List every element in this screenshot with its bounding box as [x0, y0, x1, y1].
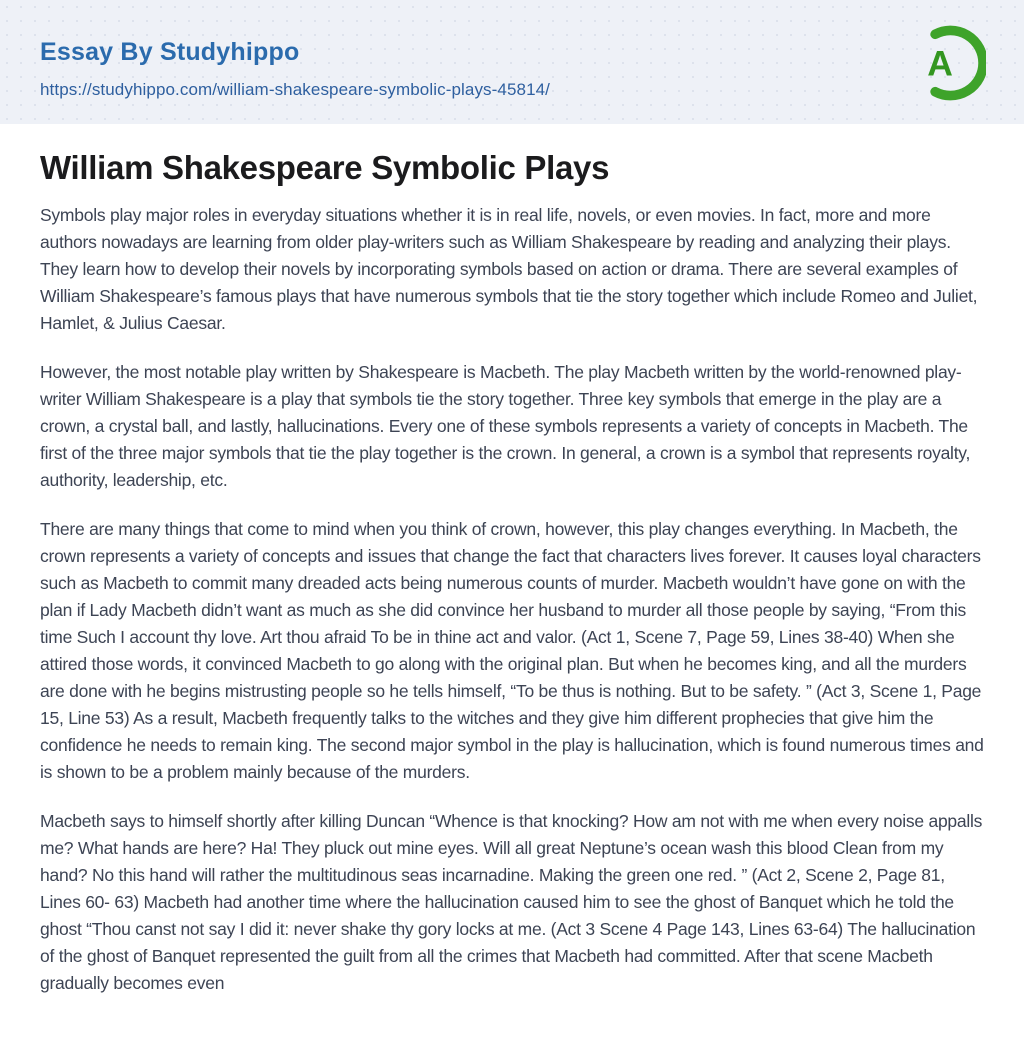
site-title: Essay By Studyhippo: [40, 38, 300, 66]
page-header: [0, 0, 1024, 124]
logo-letter: A: [927, 43, 953, 84]
essay-paragraph-2: However, the most notable play written by Shakespeare is Macbeth. The play Macbeth written by the world-renowned play-writer William Shakespeare is a play that symbols tie the story together. Three key symbols that emerge in the play are a crown, a crystal ball, and lastly, hallucinations. Every one of these symbols represents a variety of concepts in Macbeth. The first of the three major symbols that tie the play together is the crown. In general, a crown is a symbol that represents royalty, authority, leadership, etc.: [40, 361, 971, 490]
source-url-link[interactable]: https://studyhippo.com/william-shakespeare-symbolic-plays-45814/: [40, 79, 551, 99]
essay-content: [0, 124, 1024, 1059]
essay-paragraph-3: There are many things that come to mind when you think of crown, however, this play changes everything. In Macbeth, the crown represents a variety of concepts and issues that change the fact that characters lives forever. It causes loyal characters such as Macbeth to commit many dreaded acts being numerous counts of murder. Macbeth wouldn’t have gone on with the plan if Lady Macbeth didn’t want as much as she did convince her husband to murder all those people by saying, “From this time Such I account thy love. Art thou afraid To be in thine act and valor. (Act 1, Scene 7, Page 59, Lines 38-40) When she attired those words, it convinced Macbeth to go along with the original plan. But when he becomes king, and all the murders are done with he begins mistrusting people so he tells himself, “To be thus is nothing. But to be safety. ” (Act 3, Scene 1, Page 15, Line 53) As a result, Macbeth frequently talks to the witches and they give him different prophecies that give him the confidence he needs to remain king. The second major symbol in the play is hallucination, which is found numerous times and is shown to be a problem mainly because of the murders.: [40, 518, 984, 782]
essay-title: William Shakespeare Symbolic Plays: [40, 149, 610, 186]
essay-paragraph-1: Symbols play major roles in everyday situations whether it is in real life, novels, or even movies. In fact, more and more authors nowadays are learning from older play-writers such as William Shakespeare by reading and analyzing their plays. They learn how to develop their novels by incorporating symbols based on action or drama. There are several examples of William Shakespeare’s famous plays that have numerous symbols that tie the story together which include Romeo and Juliet, Hamlet, & Julius Caesar.: [40, 204, 978, 333]
essay-paragraph-4: Macbeth says to himself shortly after killing Duncan “Whence is that knocking? How am not with me when every noise appalls me? What hands are here? Ha! They pluck out mine eyes. Will all great Neptune’s ocean wash this blood Clean from my hand? No this hand will rather the multitudinous seas incarnadine. Making the green one red. ” (Act 2, Scene 2, Page 81, Lines 60- 63) Macbeth had another time where the hallucination caused him to see the ghost of Banquet which he told the ghost “Thou canst not say I did it: never shake thy gory locks at me. (Act 3 Scene 4 Page 143, Lines 63-64) The hallucination of the ghost of Banquet represented the guilt from all the crimes that Macbeth had committed. After that scene Macbeth gradually becomes even: [40, 810, 983, 993]
studyhippo-logo: [912, 17, 986, 109]
studyhippo-logo-icon: [912, 17, 986, 109]
